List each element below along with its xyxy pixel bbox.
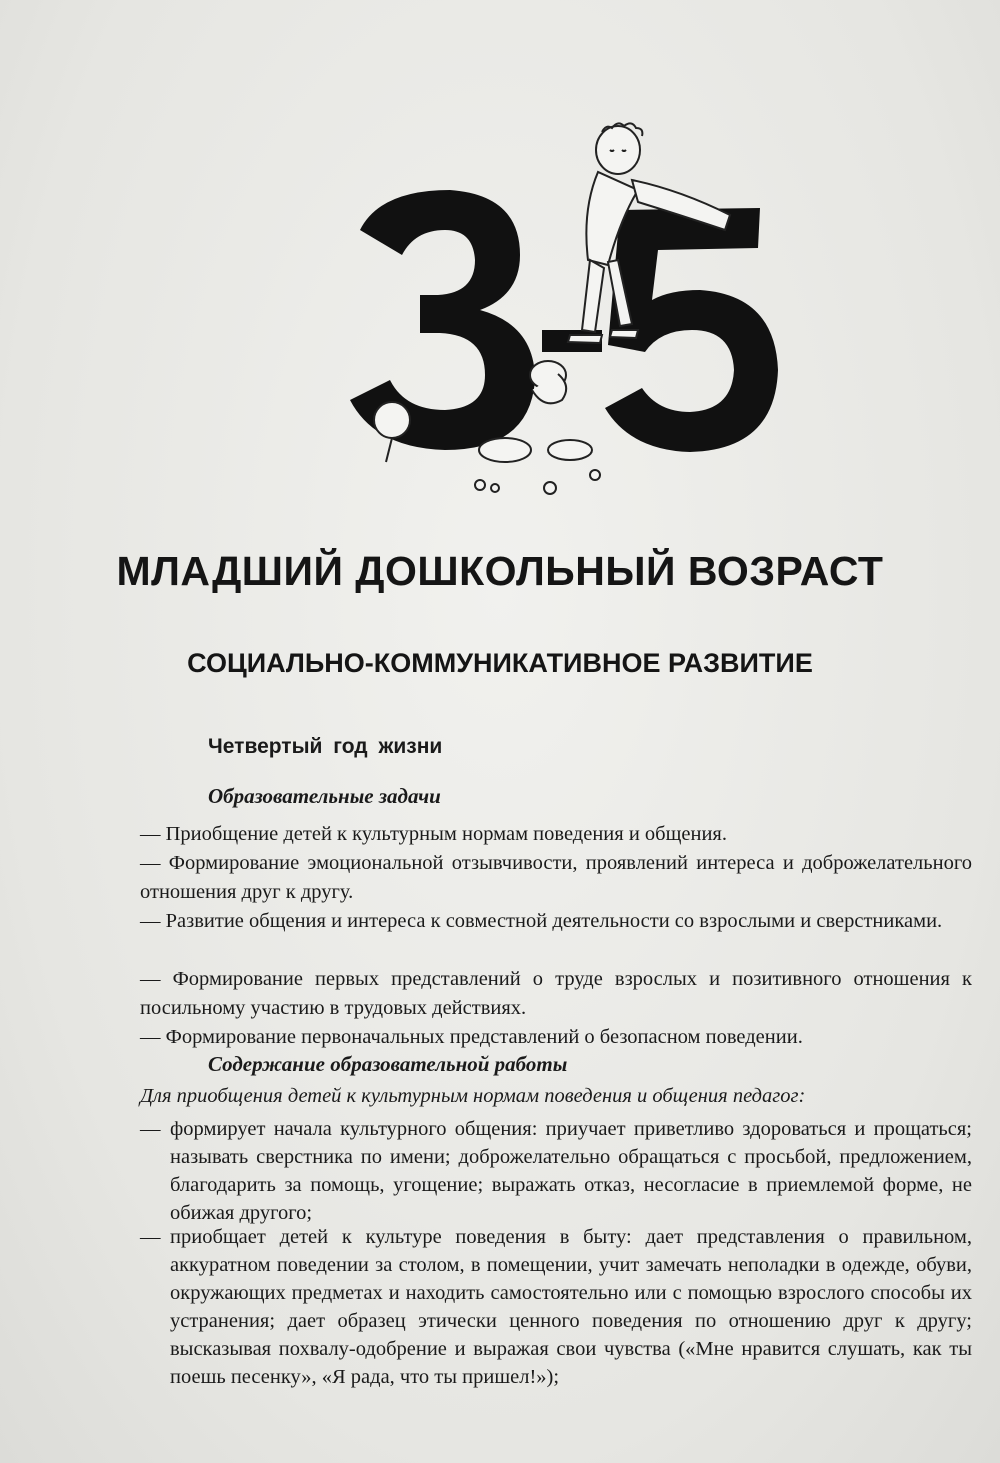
task-item-5: — Формирование первоначальных представлений о безопасном поведении. <box>140 1026 803 1048</box>
task-item-4: — Формирование первых представлений о труде взрослых и позитивного отношения к посильному участию в трудовых действиях. <box>140 968 972 1019</box>
content-heading: Содержание образовательной работы <box>208 1052 568 1076</box>
task-item-2: — Формирование эмоциональной отзывчивости, проявлений интереса и доброжелательного отношения друг к другу. <box>140 852 972 903</box>
reverse-side-bleed-through <box>80 40 960 73</box>
dash-mark: — <box>140 1118 161 1140</box>
task-item-1: — Приобщение детей к культурным нормам поведения и общения. <box>140 823 727 845</box>
content-item-2: — приобщает детей к культуре поведения в быту: дает представления о правильном, аккуратном поведении за столом, в помещении, учит замечать неполадки в одежде, обуви, окружающих предметах и находить самостоятельно или с помощью взрослого способы их устранения; дает образец этически ценного поведения по отношению друг к другу; высказывая похвалу-одобрение и выражая свои чувства («Мне нравится слушать, как ты поешь песенку», «Я рада, что ты пришел!»); <box>140 1223 972 1391</box>
task-item-3: — Развитие общения и интереса к совместной деятельности со взрослыми и сверстниками. <box>140 910 943 932</box>
tasks-heading: Образовательные задачи <box>208 784 441 808</box>
content-item-1: — формирует начала культурного общения: приучает приветливо здороваться и прощаться; называть сверстника по имени; доброжелательно обращаться с просьбой, предложением, благодарить за помощь, угощение; выражать отказ, несогласие в приемлемой форме, не обижая другого; <box>140 1115 972 1227</box>
dash-mark: — <box>140 1226 161 1248</box>
section-title: МЛАДШИЙ ДОШКОЛЬНЫЙ ВОЗРАСТ <box>116 548 884 594</box>
age-illustration <box>320 90 800 510</box>
year-heading: Четвертый год жизни <box>208 735 443 758</box>
section-subtitle: СОЦИАЛЬНО-КОММУНИКАТИВНОЕ РАЗВИТИЕ <box>187 648 813 678</box>
child-illustration-icon <box>320 90 800 510</box>
content-intro: Для приобщения детей к культурным нормам поведения и общения педагог: <box>140 1085 806 1107</box>
